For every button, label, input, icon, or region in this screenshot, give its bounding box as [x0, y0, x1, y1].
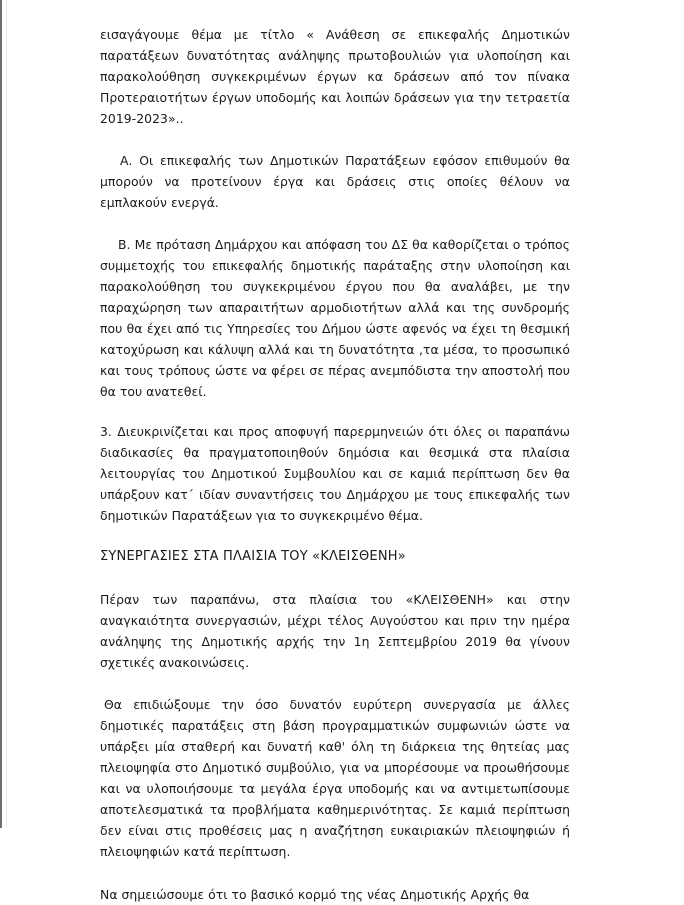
cooperation-paragraph-2: Θα επιδιώξουμε την όσο δυνατόν ευρύτερη συνεργασία με άλλες δημοτικές παρατάξεις στη βάση προγραμματικών συμφωνιών ώστε να υπάρξει μία σταθερή και δυνατή καθ' όλη τη διάρκεια της θητείας μας πλειοψηφία στο Δημοτικό συμβούλιο, για να μπορέσουμε να προωθήσουμε και να υλοποιήσουμε τα μεγάλα έργα υποδομής και να αντιμετωπίσουμε αποτελεσματικά τα προβλήματα καθημερινότητας. Σε καμιά περίπτωση δεν είναι στις προθέσεις μας η αναζήτηση ευκαιριακών πλειοψηφιών ή πλειοψηφιών κατά περίπτωση.	[100, 697, 570, 859]
point-a-paragraph: Α. Οι επικεφαλής των Δημοτικών Παρατάξεων εφόσον επιθυμούν θα μπορούν να προτείνουν έργα και δράσεις στις οποίες θέλουν να εμπλακούν ενεργά.	[100, 153, 570, 210]
section-heading: ΣΥΝΕΡΓΑΣΙΕΣ ΣΤΑ ΠΛΑΙΣΙΑ ΤΟΥ «ΚΛΕΙΣΘΕΝΗ»	[100, 549, 406, 564]
page-edge-border	[0, 0, 2, 828]
point-3-paragraph: 3. Διευκρινίζεται και προς αποφυγή παρερμηνειών ότι όλες οι παραπάνω διαδικασίες θα πραγματοποιηθούν δημόσια και θεσμικά στα πλαίσια λειτουργίας του Δημοτικού Συμβουλίου και σε καμιά περίπτωση δεν θα υπάρξουν κατ΄ ιδίαν συναντήσεις του Δημάρχου με τους επικεφαλής των δημοτικών Παρατάξεων για το συγκεκριμένο θέμα.	[100, 424, 570, 523]
intro-paragraph: εισαγάγουμε θέμα με τίτλο « Ανάθεση σε επικεφαλής Δημοτικών παρατάξεων δυνατότητας ανάληψης πρωτοβουλιών για υλοποίηση και παρακολούθηση συγκεκριμένων έργων κα δράσεων από τον πίνακα Προτεραιοτήτων έργων υποδομής και λοιπών δράσεων για την τετραετία 2019-2023»..	[100, 27, 570, 126]
point-b-paragraph: Β. Με πρόταση Δημάρχου και απόφαση του ΔΣ θα καθορίζεται ο τρόπος συμμετοχής του επικεφαλής δημοτικής παράταξης στην υλοποίηση και παρακολούθηση του συγκεκριμένου έργου που θα αναλάβει, με την παραχώρηση των απαραιτήτων αρμοδιοτήτων αλλά και της συνδρομής που θα έχει από τις Υπηρεσίες του Δήμου ώστε αφενός να έχει τη θεσμική κατοχύρωση και κάλυψη αλλά και τη δυνατότητα ,τα μέσα, το προσωπικό και τους τρόπους ώστε να φέρει σε πέρας ανεμπόδιστα την αποστολή που θα του ανατεθεί.	[100, 237, 570, 399]
closing-partial-paragraph: Να σημειώσουμε ότι το βασικό κορμό της νέας Δημοτικής Αρχής θα	[100, 887, 530, 902]
cooperation-paragraph-1: Πέραν των παραπάνω, στα πλαίσια του «ΚΛΕΙΣΘΕΝΗ» και στην αναγκαιότητα συνεργασιών, μέχρι τέλος Αυγούστου και πριν την ημέρα ανάληψης της Δημοτικής αρχής την 1η Σεπτεμβρίου 2019 θα γίνουν σχετικές ανακοινώσεις.	[100, 592, 570, 670]
page-inner-line	[6, 0, 7, 828]
document-page	[100, 24, 570, 905]
